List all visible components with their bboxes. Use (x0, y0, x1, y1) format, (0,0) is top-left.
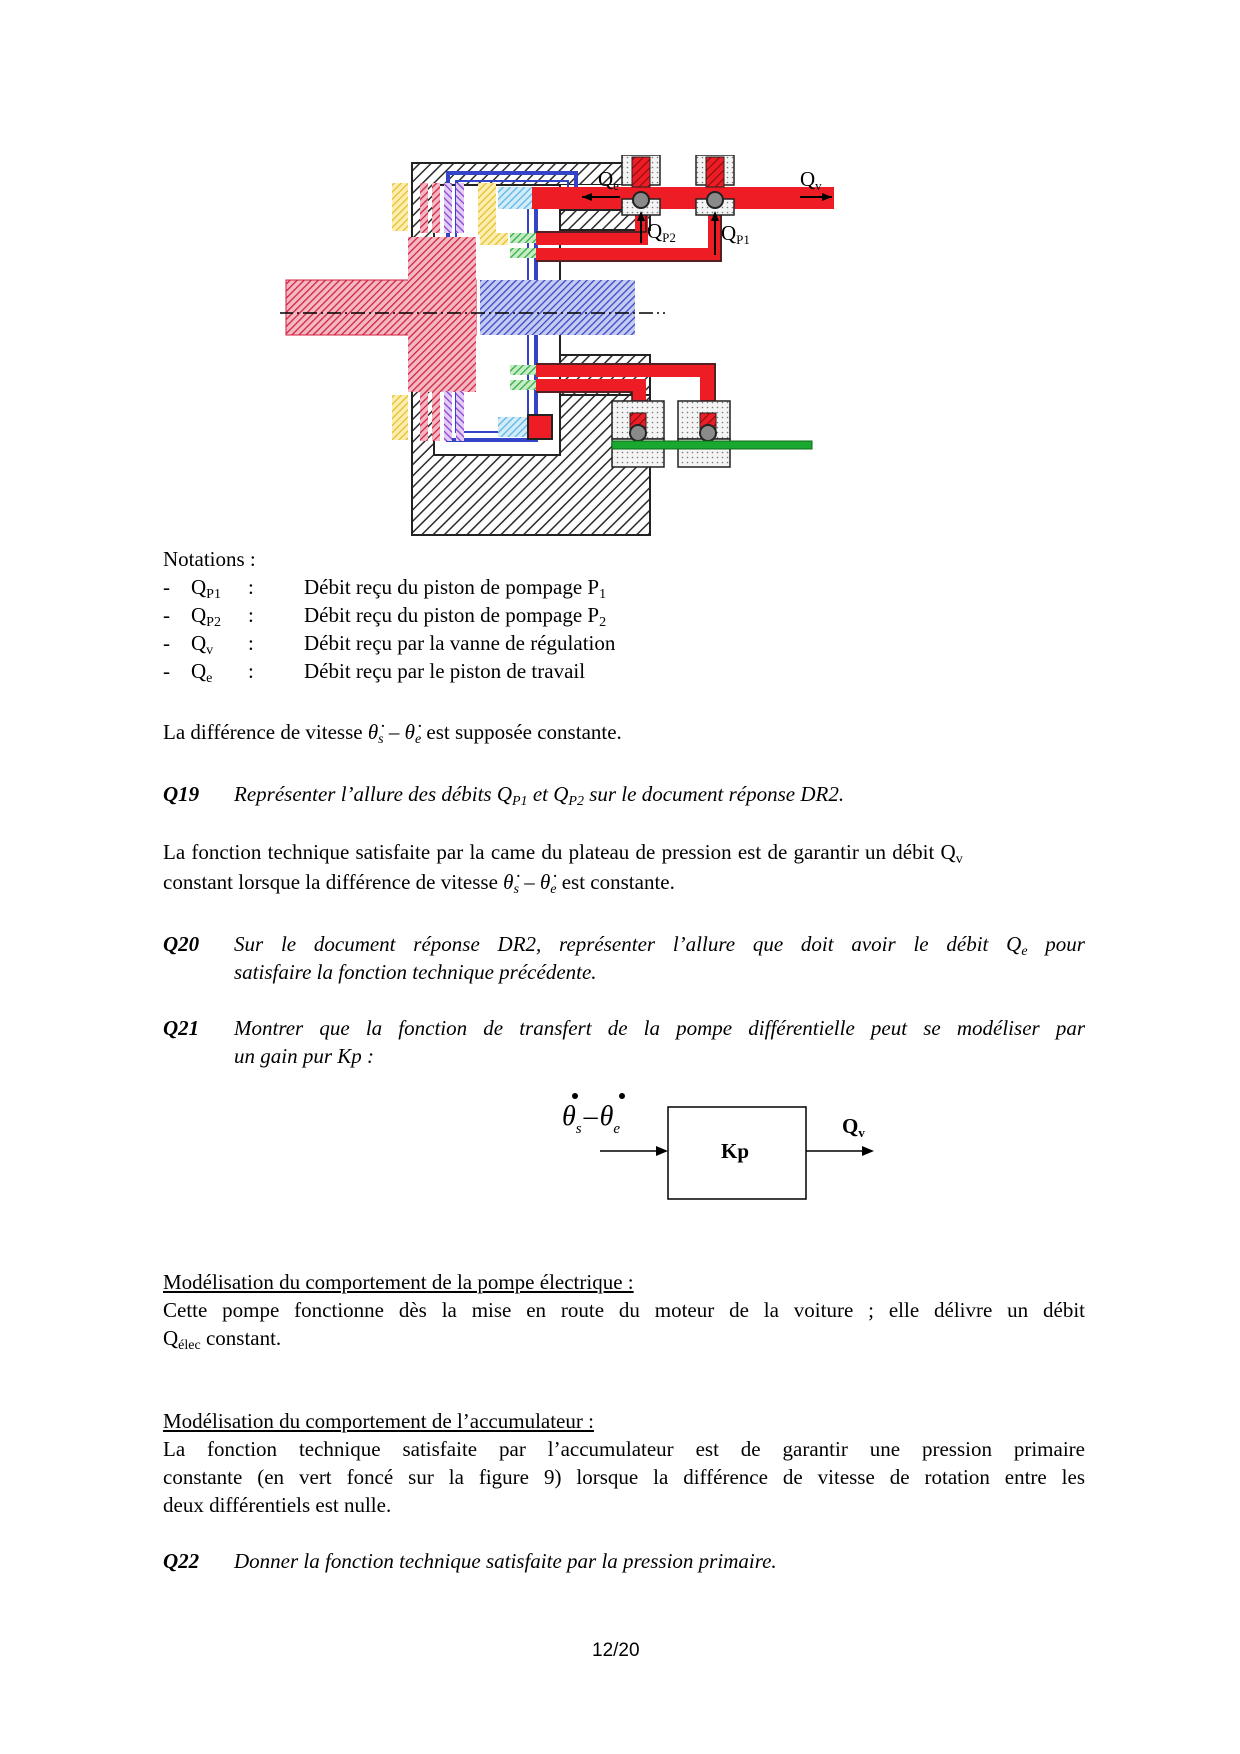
q20-text-line1: Sur le document réponse DR2, représenter l’allure que doit avoir le débit $Q_e$ pour (234, 932, 1085, 959)
gain-label: Kp (721, 1139, 750, 1163)
accu-line2: constante (en vert foncé sur la figure 9) lorsque la différence de vitesse de rotation entre les (163, 1465, 1085, 1489)
q22-text: Donner la fonction technique satisfaite par la pression primaire. (234, 1549, 777, 1573)
q21-text-line2: un gain pur Kp : (234, 1044, 375, 1068)
function-paragraph-line1: La fonction technique satisfaite par la came du plateau de pression est de garantir un débit $Q_v$ (163, 840, 963, 867)
primary-pressure-line (612, 441, 812, 449)
q19-number: Q19 (163, 782, 200, 806)
valve-p1 (696, 155, 734, 215)
pompe-section-title: Modélisation du comportement de la pompe électrique : (163, 1270, 634, 1294)
input-label: $\theta_s-\theta_e$ (562, 1101, 621, 1137)
output-label: Qv (842, 1114, 865, 1140)
theta-e: $\thetȧ_e$ (404, 720, 422, 747)
dot-theta-e (619, 1093, 625, 1099)
valve-bottom-left (612, 401, 664, 467)
label-qp1: QP1 (721, 221, 750, 247)
speed-difference-line: La différence de vitesse $\thetȧ_s$ – $\thetȧ_e$ est supposée constante. (163, 720, 622, 747)
pompe-line2: $Q_{élec}$ constant. (163, 1326, 282, 1353)
block-diagram (550, 1085, 890, 1205)
q21-text-line1: Montrer que la fonction de transfert de la pompe différentielle peut se modéliser par (234, 1016, 1085, 1040)
label-qe: Qe (598, 167, 619, 193)
q21-number: Q21 (163, 1016, 200, 1040)
function-paragraph-line2: constant lorsque la différence de vitesse $\thetȧ_s$ – $\thetȧ_e$ est constante. (163, 870, 675, 897)
accu-line1: La fonction technique satisfaite par l’accumulateur est de garantir une pression primaire (163, 1437, 1085, 1461)
pump-diagram (280, 155, 940, 540)
pompe-line1: Cette pompe fonctionne dès la mise en route du moteur de la voiture ; elle délivre un débit (163, 1298, 1085, 1322)
label-qv: Qv (800, 167, 822, 193)
q19-text: Représenter l’allure des débits $Q_{P1}$ et $Q_{P2}$ sur le document réponse DR2. (234, 782, 845, 809)
notations-list: - $Q_{P1}$ : Débit reçu du piston de pompage $P_1$ - $Q_{P2}$ : Débit reçu du piston de pompage $P_2$ - $Q_v$ : Débit reçu par la vanne de régulation - $Q_e$ : Débit reçu par le piston de travail (163, 575, 616, 686)
page-number: 12/20 (592, 1640, 640, 1661)
accu-section-title: Modélisation du comportement de l’accumulateur : (163, 1409, 594, 1433)
q20-text-line2: satisfaire la fonction technique précédente. (234, 960, 597, 984)
input-disc (408, 237, 476, 392)
valve-bottom-right (678, 401, 730, 467)
input-arrowhead (656, 1146, 668, 1156)
accu-line3: deux différentiels est nulle. (163, 1493, 392, 1517)
q20-number: Q20 (163, 932, 200, 956)
output-shaft (480, 280, 635, 335)
valve-p2 (622, 155, 660, 215)
q22-number: Q22 (163, 1549, 200, 1573)
theta-s: $\thetȧ_s$ (367, 720, 384, 747)
output-arrowhead (862, 1146, 874, 1156)
dot-theta-s (572, 1093, 578, 1099)
notations-title: Notations : (163, 547, 256, 571)
label-qp2: QP2 (647, 219, 676, 245)
